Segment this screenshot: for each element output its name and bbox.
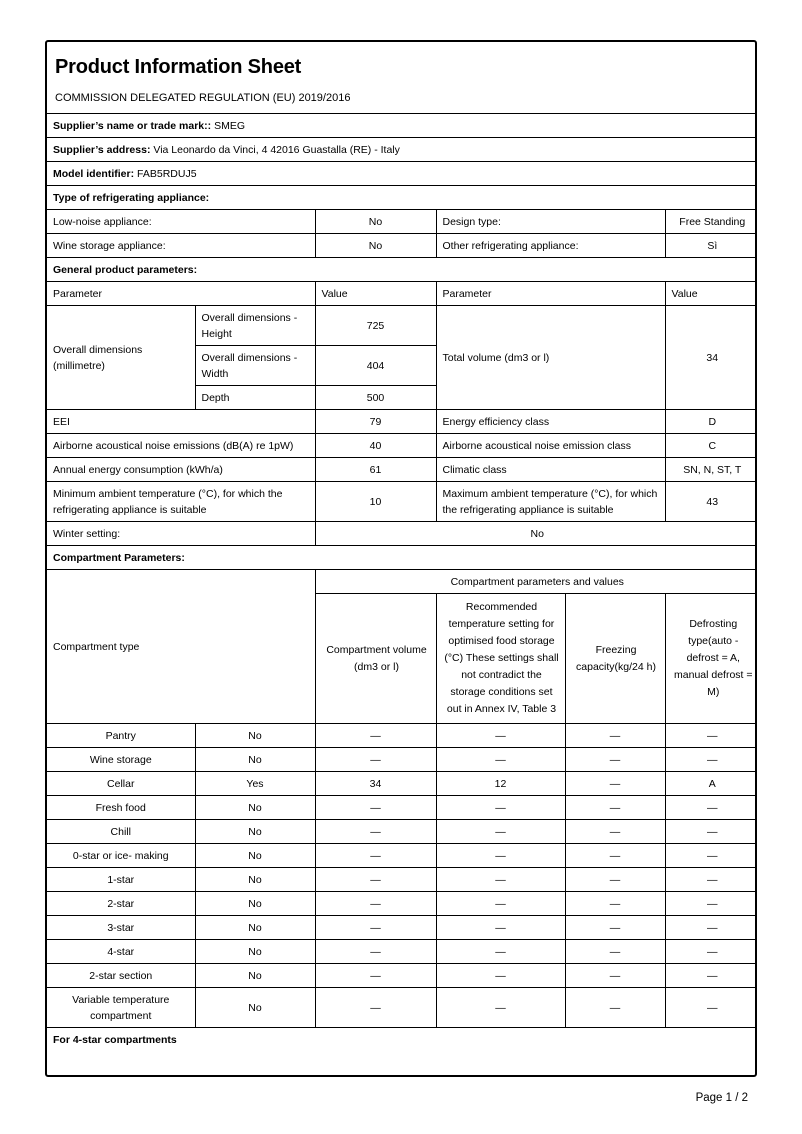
compartment-freezing: — — [565, 796, 665, 820]
compartment-volume: — — [315, 892, 436, 916]
compartment-freezing: — — [565, 748, 665, 772]
compartment-name: 2-star — [47, 892, 195, 916]
total-volume-value: 34 — [665, 306, 757, 410]
regulation-subtitle: COMMISSION DELEGATED REGULATION (EU) 2019/2016 — [55, 92, 351, 104]
supplier-address-label: Supplier’s address: — [53, 143, 151, 156]
param-label: Airborne acoustical noise emission class — [436, 434, 665, 458]
compartment-row — [47, 748, 757, 772]
compartment-temp: — — [436, 820, 565, 844]
supplier-name-label: Supplier’s name or trade mark:: — [53, 119, 212, 132]
dimension-value: 725 — [315, 306, 436, 346]
compartment-defrost: — — [665, 820, 757, 844]
compartment-name: Variable temperature compartment — [47, 988, 195, 1028]
compartment-temp: — — [436, 988, 565, 1028]
four-star-section-header-row — [47, 1028, 757, 1052]
compartment-type-header: Compartment type — [47, 570, 315, 724]
compartment-volume: 34 — [315, 772, 436, 796]
compartment-volume: — — [315, 916, 436, 940]
compartment-row — [47, 772, 757, 796]
volume-col-header: Compartment volume (dm3 or l) — [315, 594, 436, 724]
model-identifier-label: Model identifier: — [53, 167, 135, 180]
compartment-freezing: — — [565, 964, 665, 988]
compartment-defrost: — — [665, 844, 757, 868]
compartment-row — [47, 940, 757, 964]
compartment-row — [47, 868, 757, 892]
compartment-defrost: — — [665, 796, 757, 820]
param-header: Parameter — [436, 282, 665, 306]
compartment-volume: — — [315, 940, 436, 964]
compartment-row — [47, 724, 757, 748]
compartment-temp: — — [436, 940, 565, 964]
compartment-present: No — [195, 868, 315, 892]
dimensions-group-label: Overall dimensions (millimetre) — [47, 306, 195, 410]
temperature-col-header: Recommended temperature setting for optimised food storage (°C) These settings shall not contradict the storage conditions set out in Annex IV, Table 3 — [436, 594, 565, 724]
compartment-row — [47, 844, 757, 868]
compartment-volume: — — [315, 964, 436, 988]
compartment-volume: — — [315, 724, 436, 748]
compartment-section-header: Compartment Parameters: — [47, 546, 757, 570]
compartment-defrost: — — [665, 868, 757, 892]
compartment-name: 3-star — [47, 916, 195, 940]
type-value: Sì — [665, 234, 757, 258]
compartment-present: No — [195, 748, 315, 772]
compartment-name: 0-star or ice- making — [47, 844, 195, 868]
compartment-row — [47, 796, 757, 820]
type-value: No — [315, 234, 436, 258]
param-value: 61 — [315, 458, 436, 482]
title-block — [47, 42, 755, 114]
compartment-temp: — — [436, 796, 565, 820]
compartment-freezing: — — [565, 772, 665, 796]
compartment-present: No — [195, 820, 315, 844]
general-section-header: General product parameters: — [47, 258, 757, 282]
param-label: Annual energy consumption (kWh/a) — [47, 458, 315, 482]
param-label: Airborne acoustical noise emissions (dB(A) re 1pW) — [47, 434, 315, 458]
supplier-name-value: SMEG — [214, 119, 245, 132]
winter-setting-value: No — [315, 522, 757, 546]
supplier-address-value: Via Leonardo da Vinci, 4 42016 Guastalla (RE) - Italy — [153, 143, 400, 156]
winter-setting-label: Winter setting: — [47, 522, 315, 546]
page-number: Page 1 / 2 — [695, 1092, 748, 1104]
compartment-defrost: — — [665, 892, 757, 916]
supplier-name-cell — [47, 114, 757, 138]
param-label: Energy efficiency class — [436, 410, 665, 434]
supplier-name-row — [47, 114, 757, 138]
product-info-table — [47, 114, 757, 1051]
compartment-freezing: — — [565, 820, 665, 844]
model-identifier-cell — [47, 162, 757, 186]
param-label: Climatic class — [436, 458, 665, 482]
compartment-temp: 12 — [436, 772, 565, 796]
compartment-defrost: A — [665, 772, 757, 796]
page-title: Product Information Sheet — [55, 56, 302, 78]
compartment-freezing: — — [565, 916, 665, 940]
type-value: Free Standing — [665, 210, 757, 234]
param-value: C — [665, 434, 757, 458]
compartment-freezing: — — [565, 724, 665, 748]
compartment-present: No — [195, 940, 315, 964]
compartment-group-header: Compartment parameters and values — [315, 570, 757, 594]
compartment-present: No — [195, 988, 315, 1028]
winter-setting-row — [47, 522, 757, 546]
total-volume-label: Total volume (dm3 or l) — [436, 306, 665, 410]
compartment-row — [47, 892, 757, 916]
compartment-name: Fresh food — [47, 796, 195, 820]
compartment-defrost: — — [665, 988, 757, 1028]
type-section-header: Type of refrigerating appliance: — [47, 186, 757, 210]
dimension-label: Overall dimensions - Height — [195, 306, 315, 346]
param-label: EEI — [47, 410, 315, 434]
dimension-label: Overall dimensions - Width — [195, 346, 315, 386]
general-param-row — [47, 410, 757, 434]
compartment-defrost: — — [665, 724, 757, 748]
compartment-defrost: — — [665, 940, 757, 964]
compartment-defrost: — — [665, 748, 757, 772]
compartment-row — [47, 988, 757, 1028]
type-label: Design type: — [436, 210, 665, 234]
compartment-name: Cellar — [47, 772, 195, 796]
param-value: 40 — [315, 434, 436, 458]
compartment-name: 4-star — [47, 940, 195, 964]
param-value: SN, N, ST, T — [665, 458, 757, 482]
compartment-present: No — [195, 892, 315, 916]
param-label: Minimum ambient temperature (°C), for which the refrigerating appliance is suitable — [47, 482, 315, 522]
type-section-header-row — [47, 186, 757, 210]
param-value: 43 — [665, 482, 757, 522]
compartment-volume: — — [315, 988, 436, 1028]
general-param-row — [47, 458, 757, 482]
type-label: Low-noise appliance: — [47, 210, 315, 234]
defrosting-col-header: Defrosting type(auto - defrost = A, manual defrost = M) — [665, 594, 757, 724]
general-param-row — [47, 434, 757, 458]
type-row — [47, 234, 757, 258]
compartment-row — [47, 916, 757, 940]
compartment-present: No — [195, 724, 315, 748]
compartment-volume: — — [315, 868, 436, 892]
param-value: 79 — [315, 410, 436, 434]
compartment-freezing: — — [565, 892, 665, 916]
dimension-value: 404 — [315, 346, 436, 386]
compartment-name: 1-star — [47, 868, 195, 892]
compartment-volume: — — [315, 820, 436, 844]
supplier-address-cell — [47, 138, 757, 162]
type-label: Other refrigerating appliance: — [436, 234, 665, 258]
value-header: Value — [665, 282, 757, 306]
compartment-present: Yes — [195, 772, 315, 796]
compartment-temp: — — [436, 724, 565, 748]
compartment-temp: — — [436, 964, 565, 988]
compartment-freezing: — — [565, 844, 665, 868]
compartment-freezing: — — [565, 988, 665, 1028]
dimension-label: Depth — [195, 386, 315, 410]
type-row — [47, 210, 757, 234]
model-identifier-row — [47, 162, 757, 186]
type-label: Wine storage appliance: — [47, 234, 315, 258]
compartment-defrost: — — [665, 916, 757, 940]
compartment-temp: — — [436, 748, 565, 772]
product-information-sheet — [45, 40, 757, 1077]
compartment-row — [47, 964, 757, 988]
compartment-temp: — — [436, 844, 565, 868]
compartment-name: Chill — [47, 820, 195, 844]
compartment-temp: — — [436, 868, 565, 892]
compartment-row — [47, 820, 757, 844]
param-value: 10 — [315, 482, 436, 522]
model-identifier-value: FAB5RDUJ5 — [137, 167, 197, 180]
compartment-name: Wine storage — [47, 748, 195, 772]
compartment-present: No — [195, 916, 315, 940]
compartment-volume: — — [315, 748, 436, 772]
type-value: No — [315, 210, 436, 234]
value-header: Value — [315, 282, 436, 306]
dimension-row — [47, 306, 757, 346]
general-section-header-row — [47, 258, 757, 282]
compartment-volume: — — [315, 844, 436, 868]
compartment-temp: — — [436, 916, 565, 940]
compartment-freezing: — — [565, 940, 665, 964]
four-star-section-header: For 4-star compartments — [47, 1028, 757, 1052]
supplier-address-row — [47, 138, 757, 162]
compartment-present: No — [195, 796, 315, 820]
compartment-present: No — [195, 964, 315, 988]
compartment-group-header-row — [47, 570, 757, 594]
param-value-header-row — [47, 282, 757, 306]
compartment-present: No — [195, 844, 315, 868]
param-header: Parameter — [47, 282, 315, 306]
compartment-name: Pantry — [47, 724, 195, 748]
compartment-section-header-row — [47, 546, 757, 570]
freezing-col-header: Freezing capacity(kg/24 h) — [565, 594, 665, 724]
param-label: Maximum ambient temperature (°C), for which the refrigerating appliance is suitable — [436, 482, 665, 522]
compartment-volume: — — [315, 796, 436, 820]
compartment-defrost: — — [665, 964, 757, 988]
dimension-value: 500 — [315, 386, 436, 410]
compartment-freezing: — — [565, 868, 665, 892]
compartment-name: 2-star section — [47, 964, 195, 988]
ambient-temperature-row — [47, 482, 757, 522]
param-value: D — [665, 410, 757, 434]
compartment-temp: — — [436, 892, 565, 916]
